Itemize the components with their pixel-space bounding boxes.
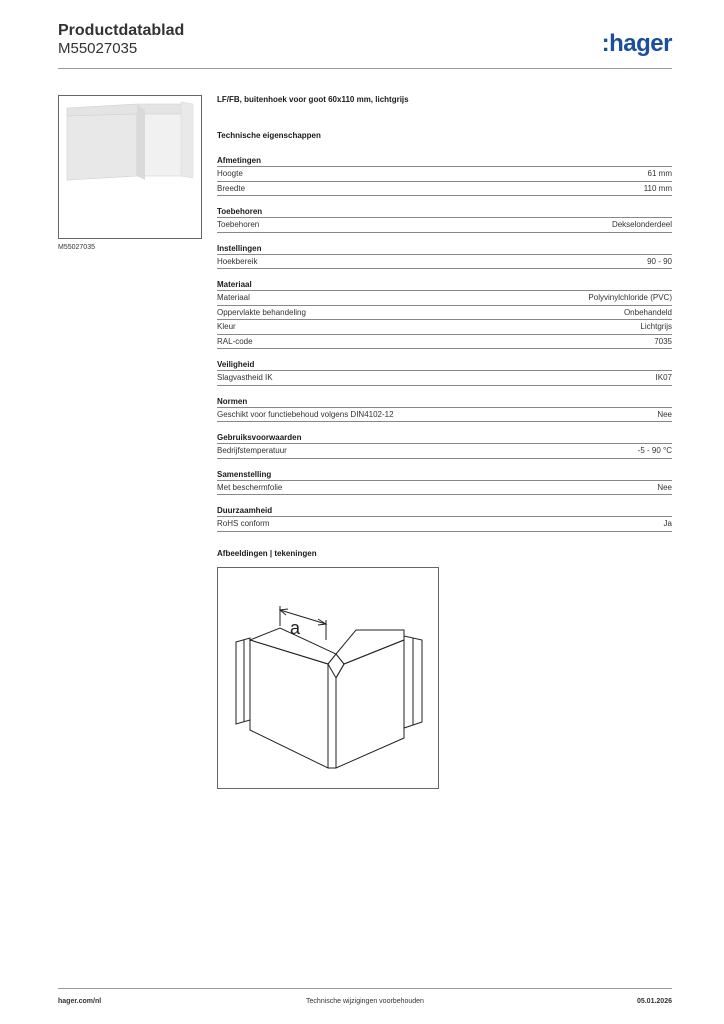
property-section [217,397,672,423]
property-section [217,433,672,459]
property-value: Nee [657,482,672,492]
main-content [217,95,672,789]
section-title: Normen [217,397,672,408]
property-key: Toebehoren [217,220,260,229]
property-row [217,335,672,350]
section-title: Materiaal [217,280,672,291]
properties-title: Technische eigenschappen [217,131,321,140]
section-title: Veiligheid [217,360,672,371]
property-row [217,306,672,321]
property-value: 90 - 90 [647,256,672,266]
property-value: IK07 [655,373,672,382]
property-key: Bedrijfstemperatuur [217,446,287,455]
property-section [217,506,672,532]
images-title: Afbeeldingen | tekeningen [217,548,317,558]
property-key: Kleur [217,322,236,331]
property-value: -5 - 90 °C [637,446,672,455]
product-thumbnail [58,95,202,239]
property-value: Nee [657,409,672,419]
property-row [217,182,672,197]
property-value: Dekselonderdeel [611,220,672,229]
property-row [217,291,672,306]
property-key: Hoogte [217,169,243,178]
section-title: Gebruiksvoorwaarden [217,433,672,444]
property-row [217,371,672,386]
property-value: Onbehandeld [623,307,672,317]
property-value: 61 mm [647,169,672,178]
property-section [217,280,672,349]
section-title: Instellingen [217,244,672,255]
property-row [217,481,672,496]
property-key: Oppervlakte behandeling [217,307,306,317]
property-row [217,320,672,335]
dimension-label: a [290,617,301,638]
property-value: Lichtgrijs [640,322,672,331]
property-key: Hoekbereik [217,256,258,266]
property-row [217,517,672,532]
footer-divider [58,988,672,989]
property-section [217,470,672,496]
property-value: 110 mm [643,183,672,193]
footer-disclaimer: Technische wijzigingen voorbehouden [306,998,424,1005]
property-row [217,408,672,423]
footer-website-link[interactable]: hager.com/nl [58,998,102,1005]
property-value: 7035 [654,336,672,346]
property-key: RAL-code [217,336,253,346]
section-title: Toebehoren [217,207,672,218]
property-key: Slagvastheid IK [217,373,273,382]
footer-date: 05.01.2026 [636,998,672,1005]
document-subtitle: M55027035 [58,40,138,57]
document-title: Productdatablad [58,22,185,39]
hager-logo: :hager [601,30,672,57]
property-row [217,255,672,270]
property-key: RoHS conform [217,519,270,528]
corner-drawing-icon [218,568,438,788]
property-section [217,156,672,196]
section-title: Afmetingen [217,156,672,167]
thumbnail-caption: M55027035 [58,244,95,251]
property-section [217,244,672,270]
properties-list [217,156,672,532]
property-key: Breedte [217,183,246,193]
property-value: Polyvinylchloride (PVC) [588,293,672,302]
page-header [58,22,672,70]
property-value: Ja [663,519,672,528]
property-key: Geschikt voor functiebehoud volgens DIN4102-12 [217,409,394,419]
section-title: Duurzaamheid [217,506,672,517]
property-section [217,360,672,386]
section-title: Samenstelling [217,470,672,481]
property-key: Met beschermfolie [217,482,283,492]
property-row [217,444,672,459]
header-divider [58,68,672,69]
property-section [217,207,672,233]
property-row [217,218,672,233]
product-description: LF/FB, buitenhoek voor goot 60x110 mm, lichtgrijs [217,95,409,104]
product-photo-icon [59,96,201,238]
technical-drawing [217,567,439,789]
property-row [217,167,672,182]
property-key: Materiaal [217,293,250,302]
